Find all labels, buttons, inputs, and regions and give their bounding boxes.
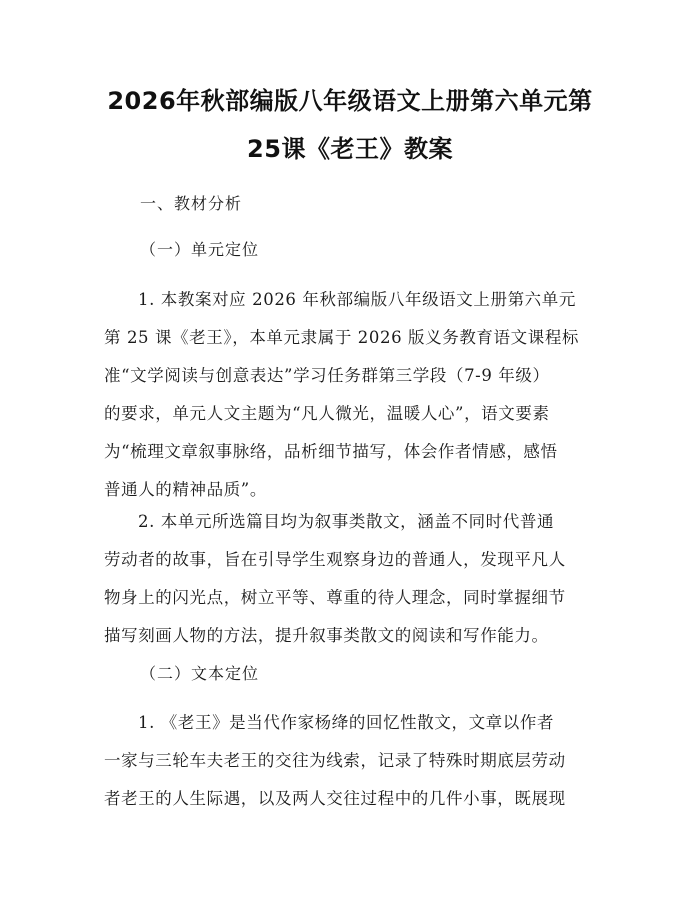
document-title-line-1: 2026年秋部编版八年级语文上册第六单元第 xyxy=(107,87,593,115)
subsection-heading-unit-positioning: （一）单元定位 xyxy=(140,240,260,259)
paragraph-line: 普通人的精神品质”。 xyxy=(104,480,267,499)
document-title-line-2: 25课《老王》教案 xyxy=(247,135,453,163)
subsection-heading-text-positioning: （二）文本定位 xyxy=(140,664,260,683)
paragraph-line: 第 25 课《老王》，本单元隶属于 2026 版义务教育语文课程标 xyxy=(104,328,580,347)
section-heading-teaching-material-analysis: 一、教材分析 xyxy=(140,194,243,213)
paragraph-line: 描写刻画人物的方法，提升叙事类散文的阅读和写作能力。 xyxy=(104,626,549,645)
paragraph-unit-positioning-1 xyxy=(104,281,604,509)
paragraph-line: 者老王的人生际遇，以及两人交往过程中的几件小事，既展现 xyxy=(104,789,566,808)
paragraph-line: 为“梳理文章叙事脉络，品析细节描写，体会作者情感，感悟 xyxy=(104,442,558,461)
paragraph-line: 准“文学阅读与创意表达”学习任务群第三学段（7-9 年级） xyxy=(104,366,550,385)
paragraph-line: 1. 《老王》是当代作家杨绛的回忆性散文，文章以作者 xyxy=(138,713,555,732)
paragraph-line: 物身上的闪光点，树立平等、尊重的待人理念，同时掌握细节 xyxy=(104,588,566,607)
paragraph-line: 劳动者的故事，旨在引导学生观察身边的普通人，发现平凡人 xyxy=(104,550,566,569)
paragraph-line: 1. 本教案对应 2026 年秋部编版八年级语文上册第六单元 xyxy=(138,290,576,309)
paragraph-line: 一家与三轮车夫老王的交往为线索，记录了特殊时期底层劳动 xyxy=(104,751,566,770)
paragraph-line: 的要求，单元人文主题为“凡人微光，温暖人心”，语文要素 xyxy=(104,404,550,423)
paragraph-unit-positioning-2 xyxy=(104,503,604,655)
paragraph-line: 2. 本单元所选篇目均为叙事类散文，涵盖不同时代普通 xyxy=(138,512,555,531)
paragraph-text-positioning-1 xyxy=(104,704,604,818)
